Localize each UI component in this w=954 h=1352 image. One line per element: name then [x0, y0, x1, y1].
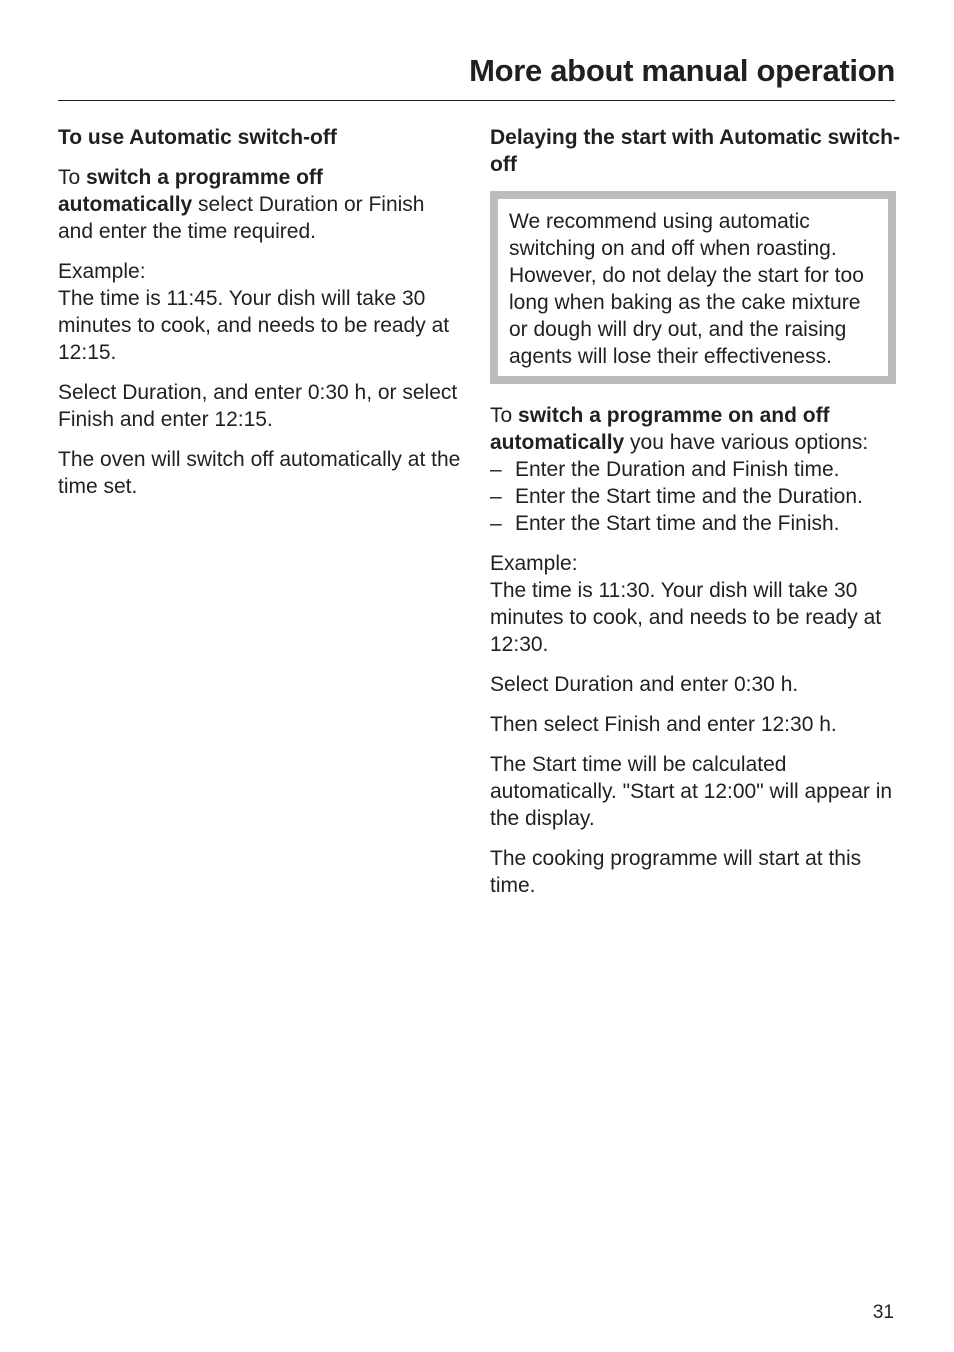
example-label: Example: [58, 260, 146, 283]
intro-suffix: you have various options: [624, 431, 869, 454]
right-column [490, 124, 900, 912]
step-duration: Select Duration and enter 0:30 h. [490, 673, 799, 696]
step-finish: Then select Finish and enter 12:30 h. [490, 713, 837, 736]
options-list [490, 456, 900, 537]
example-label: Example: [490, 552, 578, 575]
recommendation-note-box [490, 191, 896, 384]
list-item: – Enter the Start time and the Duration. [490, 483, 900, 510]
intro-prefix: To [58, 166, 87, 189]
list-item: – Enter the Duration and Finish time. [490, 456, 900, 483]
recommendation-note-text: We recommend using automatic switching on and off when roasting. However, do not delay the start for too long when baking as the cake mixture or dough will dry out, and the raising agents will lose their effectiveness. [509, 210, 864, 368]
select-instruction: Select Duration, and enter 0:30 h, or select Finish and enter 12:15. [58, 381, 458, 431]
calculation-text: The Start time will be calculated automatically. "Start at 12:00" will appear in the display. [490, 753, 893, 830]
final-text: The cooking programme will start at this time. [490, 847, 862, 897]
left-column [58, 124, 462, 513]
page-title: More about manual operation [469, 53, 895, 88]
on-off-intro [490, 402, 900, 456]
intro-prefix: To [490, 404, 519, 427]
title-divider [58, 100, 895, 101]
example-paragraph [58, 258, 462, 366]
intro-bold: switch a programme off automatically [58, 166, 323, 216]
intro-bold: switch a programme on and off automatically [490, 404, 830, 454]
intro-suffix: select Duration or Finish and enter the time required. [58, 193, 425, 243]
example-text: The time is 11:45. Your dish will take 30 minutes to cook, and needs to be ready at 12:15. [58, 287, 450, 364]
result-text: The oven will switch off automatically at the time set. [58, 448, 461, 498]
switch-off-intro [58, 164, 462, 245]
page-number: 31 [872, 1302, 894, 1323]
section-heading-switch-off: To use Automatic switch-off [58, 126, 337, 149]
example-paragraph [490, 550, 900, 658]
section-heading-delay-start: Delaying the start with Automatic switch-off [490, 126, 900, 176]
example-text: The time is 11:30. Your dish will take 30 minutes to cook, and needs to be ready at 12:30. [490, 579, 882, 656]
list-item: – Enter the Start time and the Finish. [490, 510, 900, 537]
